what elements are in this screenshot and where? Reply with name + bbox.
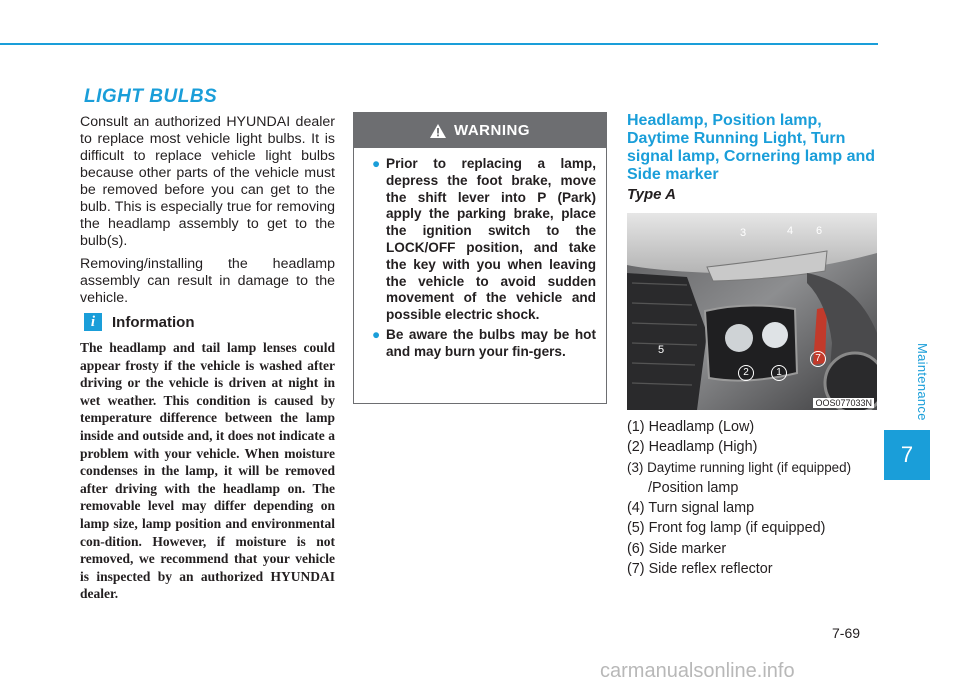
- headlamp-section-title: Headlamp, Position lamp, Daytime Running Light, Turn signal lamp, Cornering lamp and Side marker: [627, 112, 876, 183]
- warning-list: [354, 148, 606, 361]
- photo-code: OOS077033N: [815, 398, 872, 408]
- warning-item-text: Be aware the bulbs may be hot and may burn your fin-gers.: [386, 326, 596, 359]
- intro-text: [80, 114, 335, 313]
- page-number: 7-69: [832, 625, 861, 641]
- chapter-number-badge: 7: [884, 430, 930, 480]
- intro-paragraph-2: Removing/installing the headlamp assembly can result in damage to the vehicle.: [80, 256, 335, 306]
- headlamp-illustration: [627, 213, 877, 410]
- warning-title: WARNING: [454, 122, 530, 139]
- headlamp-photo: [627, 213, 877, 410]
- information-body: The headlamp and tail lamp lenses could appear frosty if the vehicle is washed after driving or the vehicle is driven at night in wet weather. This condition is caused by temperature difference between the lamp inside and outside and, it does not indicate a problem with your vehicle. When moisture condenses in the lamp, it will be removed after driving with the headlamp on. The removable level may differ depending on lamp size, lamp position and environmental con-dition. However, if moisture is not removed, we recommend that your vehicle is inspected by an authorized HYUNDAI dealer.: [80, 340, 335, 602]
- top-rule: [0, 43, 878, 45]
- callout-label-3: 3: [740, 227, 747, 239]
- chapter-tab-label: Maintenance: [915, 343, 930, 421]
- bullet-icon: ●: [372, 156, 381, 171]
- info-icon: i: [84, 313, 102, 331]
- section-title: LIGHT BULBS: [84, 86, 218, 107]
- callout-label-5: 5: [658, 344, 665, 356]
- callout-label-7: 7: [810, 351, 826, 367]
- type-label: Type A: [627, 186, 676, 203]
- legend-item: /Position lamp: [648, 479, 739, 496]
- watermark: carmanualsonline.info: [600, 660, 795, 682]
- warning-item: [372, 156, 596, 324]
- warning-box: [353, 112, 607, 404]
- warning-header: [354, 113, 606, 148]
- legend-item: (7) Side reflex reflector: [627, 561, 773, 578]
- warning-item-text: Prior to replacing a lamp, depress the foot brake, move the shift lever into P (Park) apply the parking brake, place the ignition switch to the LOCK/OFF position, and take the key with you when leaving the vehicle to avoid sudden movement of the vehicle and possible electric shock.: [386, 156, 596, 323]
- callout-legend: [627, 417, 882, 579]
- bullet-icon: ●: [372, 326, 381, 342]
- legend-item: (6) Side marker: [627, 540, 727, 557]
- legend-item: (3) Daytime running light (if equipped): [627, 459, 852, 475]
- callout-label-1: 1: [771, 365, 787, 381]
- information-label: Information: [112, 313, 195, 331]
- callout-label-4: 4: [787, 225, 794, 237]
- legend-item: (1) Headlamp (Low): [627, 419, 755, 435]
- legend-item: (5) Front fog lamp (if equipped): [627, 520, 826, 537]
- legend-item: (2) Headlamp (High): [627, 439, 758, 456]
- callout-label-2: 2: [738, 365, 754, 381]
- intro-paragraph-1: Consult an authorized HYUNDAI dealer to replace most vehicle light bulbs. It is difficult to replace vehicle light bulbs because other parts of the vehicle must be removed before you can get to the bulb. This is especially true for removing the headlamp assembly to get to the bulb(s).: [80, 114, 335, 249]
- warning-triangle-icon: [430, 124, 446, 138]
- information-heading: [84, 313, 195, 331]
- callout-label-6: 6: [816, 225, 823, 237]
- warning-item: [372, 327, 596, 361]
- legend-item: (4) Turn signal lamp: [627, 500, 755, 517]
